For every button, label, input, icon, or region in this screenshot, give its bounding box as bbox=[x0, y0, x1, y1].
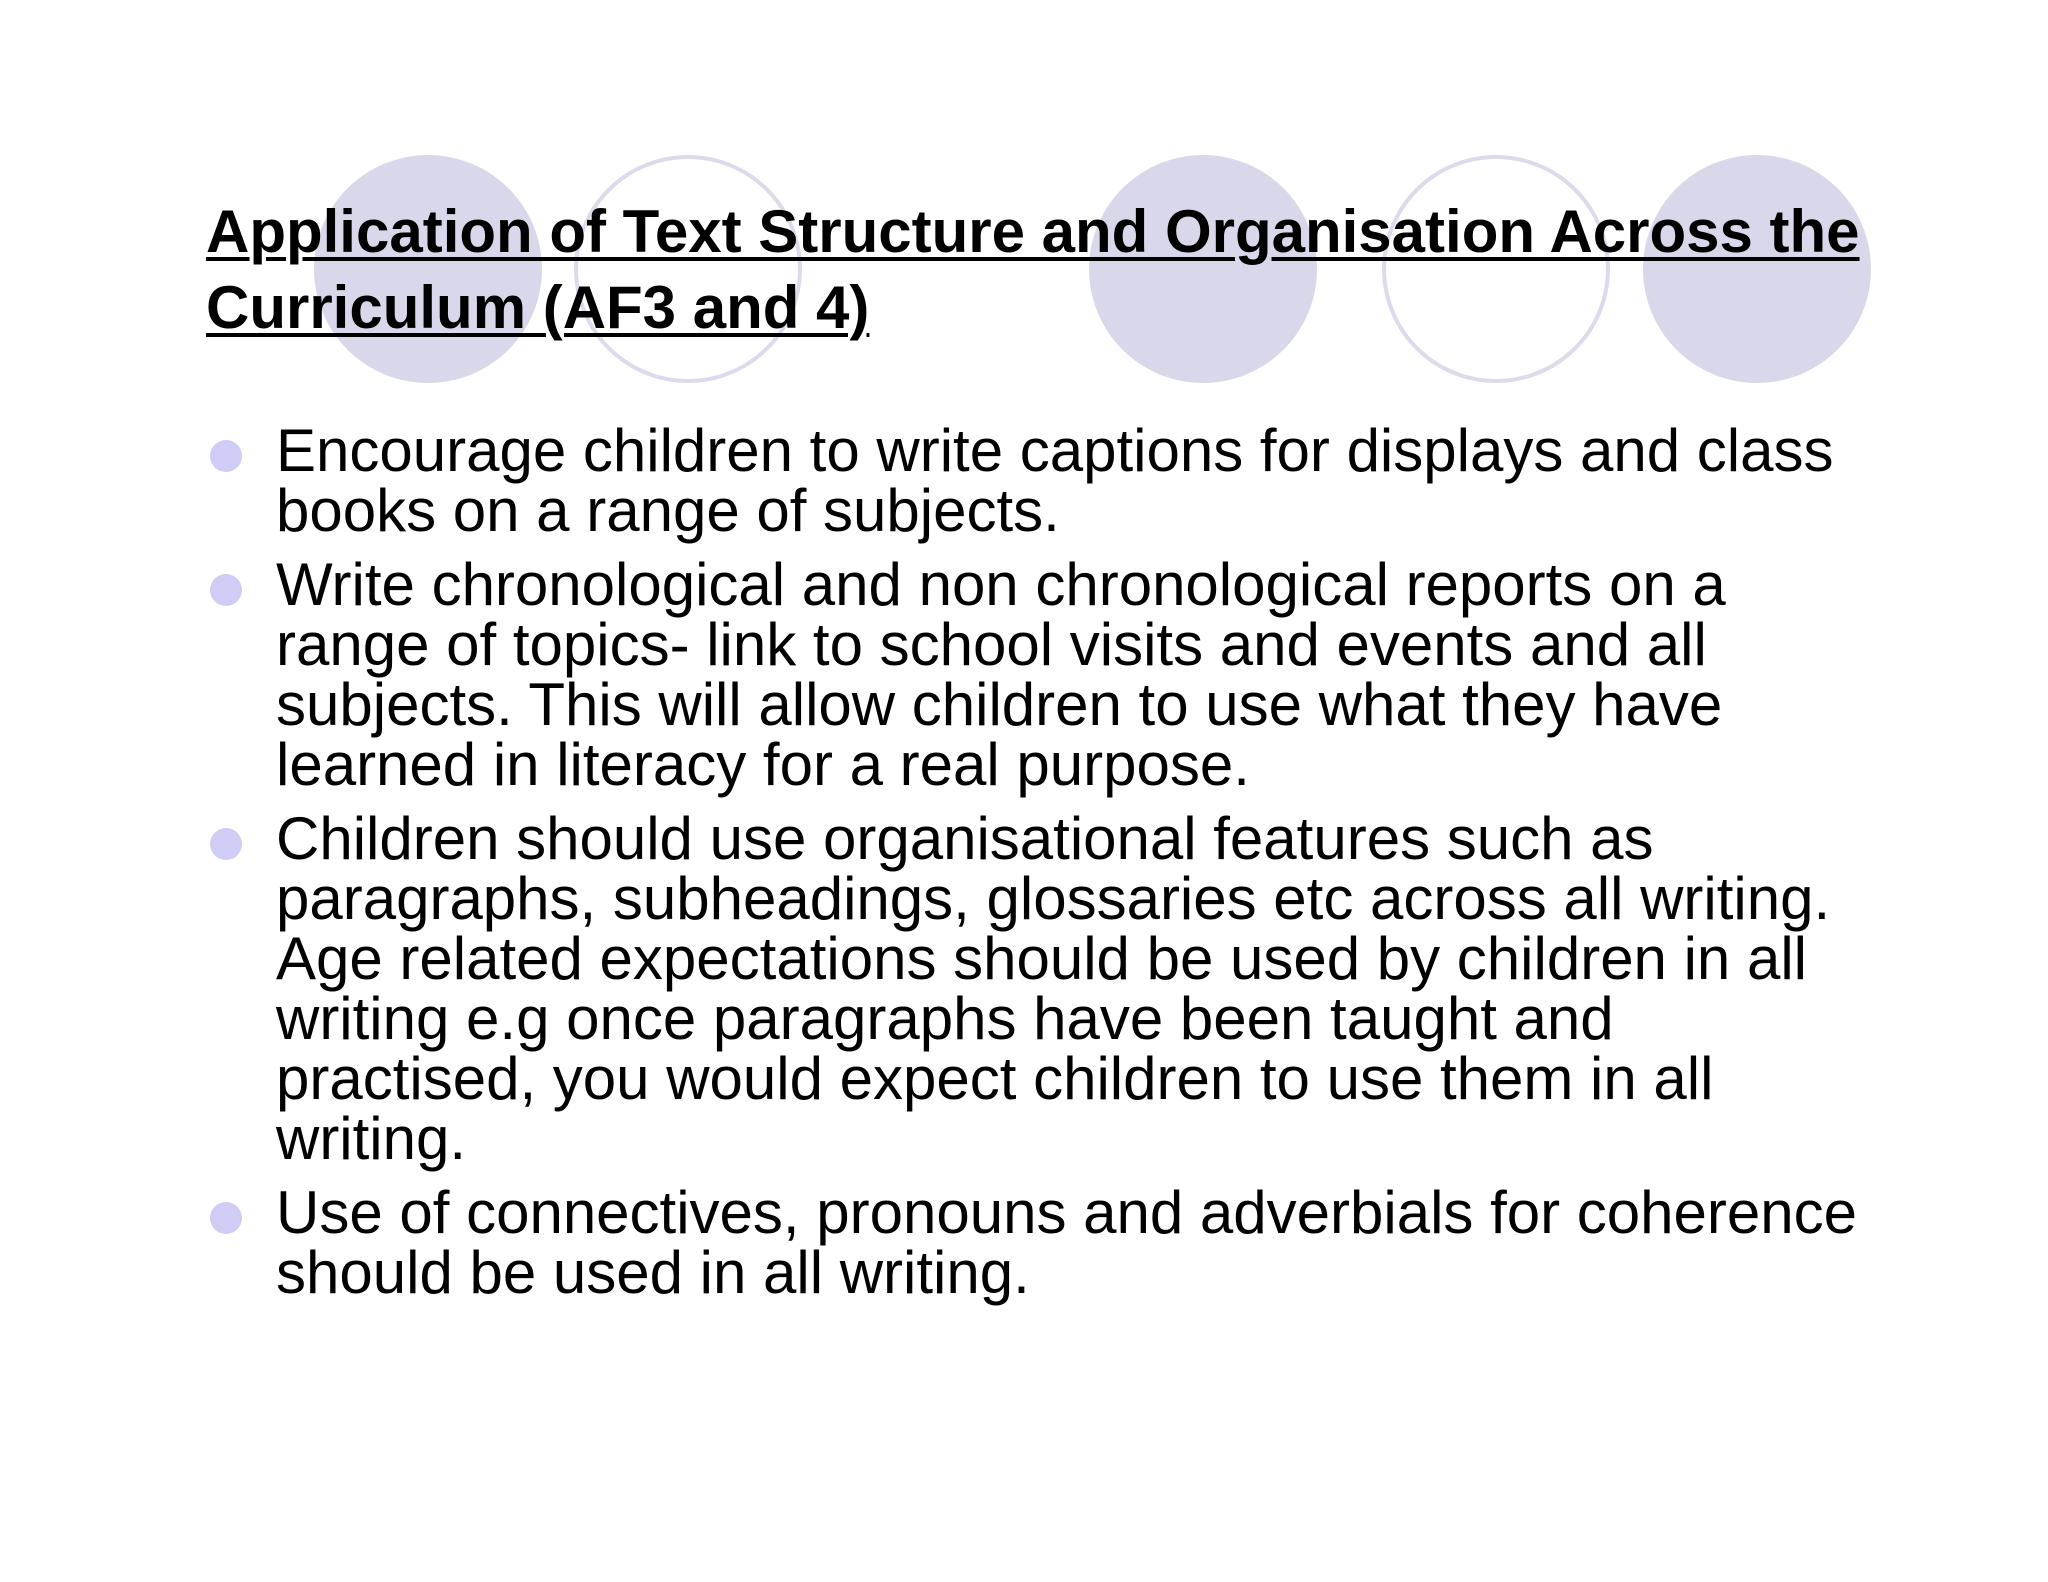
bullet-item bbox=[206, 417, 1866, 544]
bullet-text: Write chronological and non chronological reports on a range of topics- link to school visits and events and all subjects. This will allow children to use what they have learned in literacy for a real purpose. bbox=[276, 551, 1726, 798]
slide-title: Application of Text Structure and Organisation Across the Curriculum (AF3 and 4) bbox=[206, 198, 1860, 341]
bullet-dot-icon bbox=[210, 1202, 242, 1234]
bullet-list bbox=[206, 417, 1866, 1317]
bullet-dot-icon bbox=[210, 828, 242, 860]
bullet-text: Encourage children to write captions for displays and class books on a range of subjects. bbox=[276, 417, 1834, 544]
bullet-item bbox=[206, 805, 1866, 1172]
bullet-item bbox=[206, 551, 1866, 798]
bullet-dot-icon bbox=[210, 574, 242, 606]
bullet-text: Children should use organisational features such as paragraphs, subheadings, glossaries etc across all writing. Age related expectations should be used by children in all writing e.g once paragraphs have been taught and practised, you would expect children to use them in all writing. bbox=[276, 805, 1831, 1172]
bullet-item bbox=[206, 1179, 1866, 1306]
bullet-text: Use of connectives, pronouns and adverbials for coherence should be used in all writing. bbox=[276, 1179, 1857, 1306]
bullet-dot-icon bbox=[210, 440, 242, 472]
